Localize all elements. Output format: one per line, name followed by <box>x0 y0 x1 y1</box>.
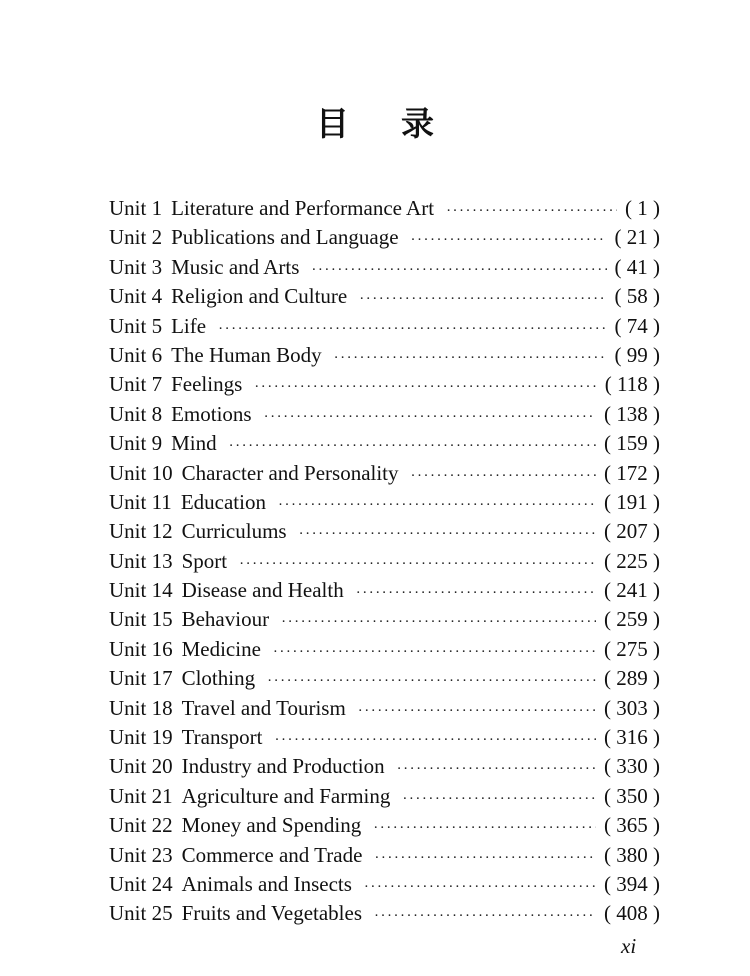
toc-page-number: ( 394 ) <box>604 871 660 896</box>
toc-unit-label: Unit 11 <box>109 489 172 514</box>
toc-page-number: ( 350 ) <box>604 783 660 808</box>
toc-unit-title: Music and Arts <box>171 254 300 279</box>
toc-page-number: ( 303 ) <box>604 695 660 720</box>
page-number-footer: xi <box>621 934 637 958</box>
toc-unit-label: Unit 17 <box>109 666 173 691</box>
dot-leader <box>267 667 596 696</box>
dot-leader <box>411 226 607 255</box>
toc-unit-title: Feelings <box>171 372 243 397</box>
dot-leader <box>275 726 597 755</box>
toc-entry[interactable] <box>109 282 660 311</box>
toc-unit-title: Agriculture and Farming <box>181 783 391 808</box>
toc-entry[interactable] <box>109 517 660 546</box>
toc-page-number: ( 191 ) <box>604 489 660 514</box>
dot-leader <box>359 285 606 314</box>
dot-leader <box>273 638 596 667</box>
toc-page-number: ( 207 ) <box>604 519 660 544</box>
toc-unit-label: Unit 25 <box>109 901 173 926</box>
dot-leader <box>364 873 596 902</box>
toc-unit-label: Unit 19 <box>109 725 173 750</box>
toc-unit-label: Unit 18 <box>109 695 173 720</box>
table-of-contents <box>109 194 660 929</box>
dot-leader <box>278 491 596 520</box>
toc-page-number: ( 365 ) <box>604 813 660 838</box>
toc-unit-label: Unit 14 <box>109 578 173 603</box>
dot-leader <box>402 785 596 814</box>
toc-unit-title: Emotions <box>171 401 252 426</box>
toc-unit-title: Animals and Insects <box>181 871 352 896</box>
toc-unit-title: Clothing <box>181 666 256 691</box>
dot-leader <box>311 256 606 285</box>
toc-unit-title: Curriculums <box>181 519 287 544</box>
dot-leader <box>397 755 596 784</box>
toc-unit-title: Religion and Culture <box>171 284 348 309</box>
toc-entry[interactable] <box>109 488 660 517</box>
toc-unit-title: Disease and Health <box>181 578 344 603</box>
toc-unit-label: Unit 15 <box>109 607 173 632</box>
toc-unit-label: Unit 16 <box>109 636 173 661</box>
toc-entry[interactable] <box>109 312 660 341</box>
dot-leader <box>411 462 596 491</box>
toc-entry[interactable] <box>109 811 660 840</box>
toc-unit-label: Unit 1 <box>109 196 163 220</box>
toc-entry[interactable] <box>109 223 660 252</box>
toc-page-number: ( 275 ) <box>604 636 660 661</box>
toc-page-number: ( 289 ) <box>604 666 660 691</box>
toc-entry[interactable] <box>109 694 660 723</box>
toc-page-number: ( 159 ) <box>604 431 660 456</box>
dot-leader <box>356 579 596 608</box>
toc-unit-label: Unit 21 <box>109 783 173 808</box>
toc-unit-label: Unit 22 <box>109 813 173 838</box>
toc-unit-title: Money and Spending <box>181 813 362 838</box>
toc-entry[interactable] <box>109 429 660 458</box>
toc-page-number: ( 21 ) <box>614 225 660 250</box>
toc-entry[interactable] <box>109 547 660 576</box>
toc-entry[interactable] <box>109 576 660 605</box>
toc-entry[interactable] <box>109 459 660 488</box>
toc-unit-title: Travel and Tourism <box>181 695 346 720</box>
toc-entry[interactable] <box>109 605 660 634</box>
toc-entry[interactable] <box>109 400 660 429</box>
toc-entry[interactable] <box>109 664 660 693</box>
toc-unit-label: Unit 13 <box>109 548 173 573</box>
toc-unit-title: Behaviour <box>181 607 270 632</box>
toc-unit-label: Unit 24 <box>109 871 173 896</box>
toc-page-number: ( 316 ) <box>604 725 660 750</box>
toc-page-number: ( 41 ) <box>614 254 660 279</box>
toc-unit-title: Transport <box>181 725 263 750</box>
toc-entry[interactable] <box>109 723 660 752</box>
toc-entry[interactable] <box>109 253 660 282</box>
toc-page-number: ( 74 ) <box>614 313 660 338</box>
toc-unit-title: Mind <box>171 431 217 456</box>
toc-unit-label: Unit 20 <box>109 754 173 779</box>
toc-entry[interactable] <box>109 194 660 223</box>
dot-leader <box>374 902 596 931</box>
toc-entry[interactable] <box>109 752 660 781</box>
dot-leader <box>218 315 606 344</box>
toc-page-number: ( 330 ) <box>604 754 660 779</box>
toc-page-number: ( 241 ) <box>604 578 660 603</box>
toc-unit-label: Unit 12 <box>109 519 173 544</box>
dot-leader <box>239 550 596 579</box>
toc-unit-label: Unit 23 <box>109 842 173 867</box>
page-title: 目录 <box>316 104 486 143</box>
dot-leader <box>373 814 596 843</box>
toc-unit-label: Unit 9 <box>109 431 163 456</box>
dot-leader <box>229 432 596 461</box>
toc-unit-label: Unit 7 <box>109 372 163 397</box>
toc-page-number: ( 172 ) <box>604 460 660 485</box>
toc-entry[interactable] <box>109 841 660 870</box>
toc-unit-title: Medicine <box>181 636 261 661</box>
toc-unit-label: Unit 10 <box>109 460 173 485</box>
dot-leader <box>446 197 617 226</box>
dot-leader <box>254 373 597 402</box>
toc-entry[interactable] <box>109 370 660 399</box>
dot-leader <box>299 520 596 549</box>
toc-page-number: ( 118 ) <box>604 372 660 397</box>
toc-page-number: ( 408 ) <box>604 901 660 926</box>
toc-unit-title: Sport <box>181 548 228 573</box>
toc-unit-label: Unit 5 <box>109 313 163 338</box>
toc-entry[interactable] <box>109 899 660 928</box>
dot-leader <box>358 697 596 726</box>
toc-page-number: ( 99 ) <box>614 342 660 367</box>
dot-leader <box>264 403 596 432</box>
toc-unit-title: Fruits and Vegetables <box>181 901 363 926</box>
toc-page-number: ( 58 ) <box>614 284 660 309</box>
toc-unit-title: Industry and Production <box>181 754 385 779</box>
toc-unit-title: Literature and Performance Art <box>171 196 435 220</box>
toc-page-number: ( 225 ) <box>604 548 660 573</box>
toc-unit-label: Unit 3 <box>109 254 163 279</box>
toc-entry[interactable] <box>109 782 660 811</box>
toc-entry[interactable] <box>109 635 660 664</box>
toc-unit-title: Education <box>180 489 266 514</box>
toc-unit-label: Unit 4 <box>109 284 163 309</box>
toc-page-number: ( 1 ) <box>625 196 660 220</box>
toc-page-number: ( 138 ) <box>604 401 660 426</box>
toc-unit-title: Commerce and Trade <box>181 842 363 867</box>
toc-page-number: ( 259 ) <box>604 607 660 632</box>
toc-page-number: ( 380 ) <box>604 842 660 867</box>
toc-entry[interactable] <box>109 870 660 899</box>
toc-unit-title: Character and Personality <box>181 460 399 485</box>
toc-unit-title: The Human Body <box>171 342 322 367</box>
dot-leader <box>374 844 596 873</box>
dot-leader <box>334 344 607 373</box>
toc-entry[interactable] <box>109 341 660 370</box>
toc-unit-title: Life <box>171 313 207 338</box>
toc-unit-label: Unit 6 <box>109 342 163 367</box>
toc-unit-label: Unit 8 <box>109 401 163 426</box>
toc-unit-title: Publications and Language <box>171 225 399 250</box>
toc-unit-label: Unit 2 <box>109 225 163 250</box>
dot-leader <box>281 608 596 637</box>
